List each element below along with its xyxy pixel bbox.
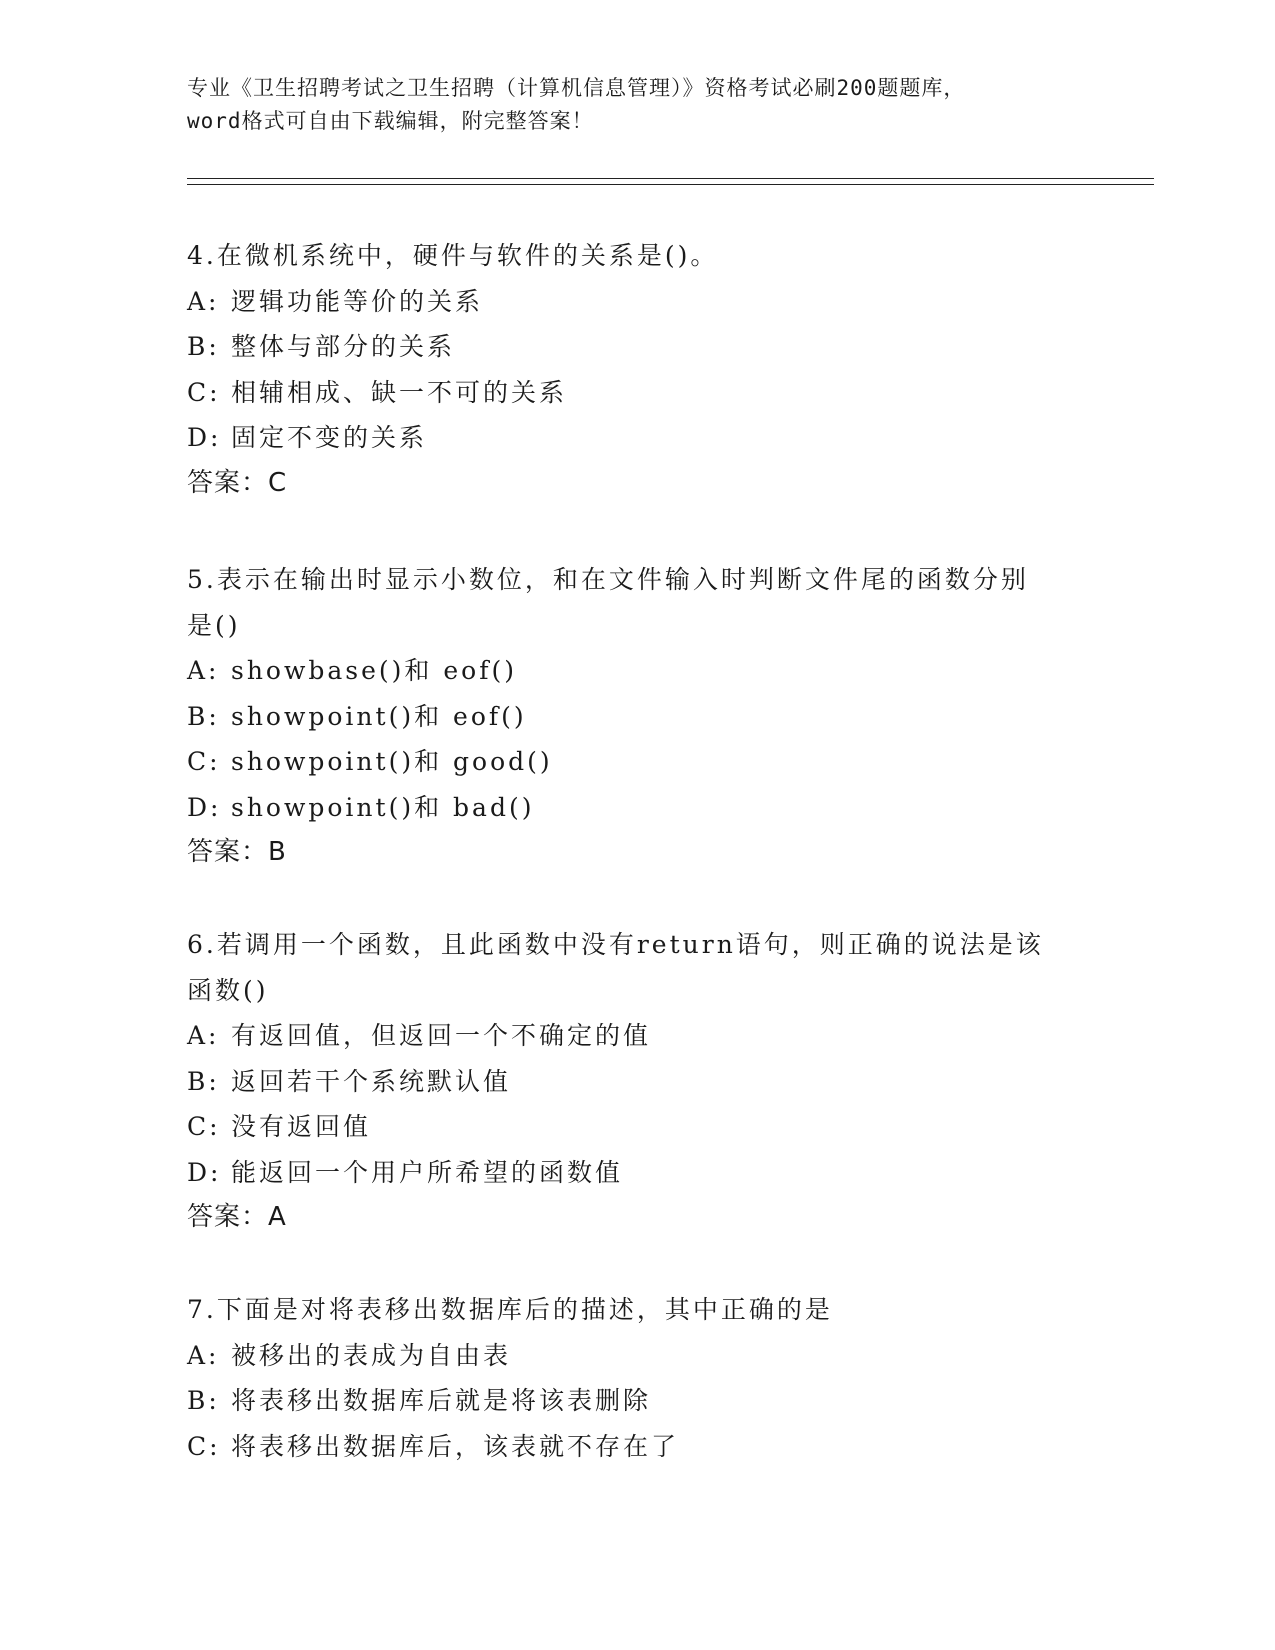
option-key: B: bbox=[187, 332, 220, 361]
answer: 答案：A bbox=[187, 1202, 287, 1232]
option-text: showbase()和 eof() bbox=[231, 656, 517, 685]
question-6 bbox=[187, 922, 1087, 1241]
option-text: 将表移出数据库后就是将该表删除 bbox=[231, 1386, 652, 1415]
option-text: 相辅相成、缺一不可的关系 bbox=[231, 377, 568, 407]
option-a bbox=[187, 279, 1087, 325]
option-text: 将表移出数据库后，该表就不存在了 bbox=[231, 1431, 680, 1461]
option-text: showpoint()和 bad() bbox=[231, 792, 535, 822]
question-4 bbox=[187, 233, 1087, 506]
option-c bbox=[187, 370, 1087, 416]
question-stem-continued: 是() bbox=[187, 610, 241, 640]
option-key: A: bbox=[187, 286, 220, 316]
option-a bbox=[187, 1333, 1087, 1379]
option-text: 能返回一个用户所希望的函数值 bbox=[231, 1157, 624, 1187]
header-divider-bottom bbox=[187, 184, 1154, 185]
question-7 bbox=[187, 1287, 1087, 1469]
question-stem: 4.在微机系统中，硬件与软件的关系是()。 bbox=[187, 241, 719, 270]
option-a bbox=[187, 648, 1087, 694]
option-key: B: bbox=[187, 701, 220, 731]
question-5 bbox=[187, 557, 1087, 876]
option-text: 整体与部分的关系 bbox=[231, 332, 456, 361]
question-stem: 7.下面是对将表移出数据库后的描述，其中正确的是 bbox=[187, 1295, 833, 1324]
option-text: showpoint()和 good() bbox=[231, 747, 553, 776]
option-key: C: bbox=[187, 377, 221, 407]
option-c bbox=[187, 1424, 1087, 1470]
option-text: 固定不变的关系 bbox=[231, 423, 428, 452]
option-b bbox=[187, 1378, 1087, 1424]
option-text: showpoint()和 eof() bbox=[231, 701, 527, 731]
question-stem: 5.表示在输出时显示小数位，和在文件输入时判断文件尾的函数分别 bbox=[187, 565, 1029, 594]
option-text: 逻辑功能等价的关系 bbox=[231, 286, 484, 316]
option-key: C: bbox=[187, 747, 221, 776]
option-key: D: bbox=[187, 792, 222, 822]
option-text: 没有返回值 bbox=[231, 1112, 372, 1141]
option-d bbox=[187, 785, 1087, 831]
option-text: 返回若干个系统默认值 bbox=[231, 1066, 512, 1096]
option-key: A: bbox=[187, 1340, 220, 1370]
option-b bbox=[187, 1059, 1087, 1105]
question-stem: 6.若调用一个函数，且此函数中没有return语句，则正确的说法是该 bbox=[187, 930, 1044, 959]
option-text: 被移出的表成为自由表 bbox=[231, 1340, 512, 1370]
option-key: D: bbox=[187, 423, 222, 452]
header-line-1: 专业《卫生招聘考试之卫生招聘（计算机信息管理）》资格考试必刷200题题库， bbox=[187, 76, 966, 100]
option-key: B: bbox=[187, 1386, 220, 1415]
answer: 答案：B bbox=[187, 837, 287, 867]
option-a bbox=[187, 1013, 1087, 1059]
option-key: C: bbox=[187, 1112, 221, 1141]
option-d bbox=[187, 1150, 1087, 1196]
option-b bbox=[187, 324, 1087, 370]
option-c bbox=[187, 1104, 1087, 1150]
option-key: C: bbox=[187, 1431, 221, 1461]
option-key: B: bbox=[187, 1066, 220, 1096]
option-c bbox=[187, 739, 1087, 785]
header-line-2: word格式可自由下载编辑，附完整答案！ bbox=[187, 109, 594, 133]
option-b bbox=[187, 694, 1087, 740]
option-d bbox=[187, 415, 1087, 461]
option-key: D: bbox=[187, 1157, 222, 1187]
document-header bbox=[187, 72, 1087, 138]
header-divider-top bbox=[187, 178, 1154, 179]
option-key: A: bbox=[187, 1021, 220, 1050]
answer: 答案：C bbox=[187, 467, 288, 498]
option-text: 有返回值，但返回一个不确定的值 bbox=[231, 1021, 652, 1050]
question-stem-continued: 函数() bbox=[187, 975, 269, 1005]
option-key: A: bbox=[187, 656, 220, 685]
